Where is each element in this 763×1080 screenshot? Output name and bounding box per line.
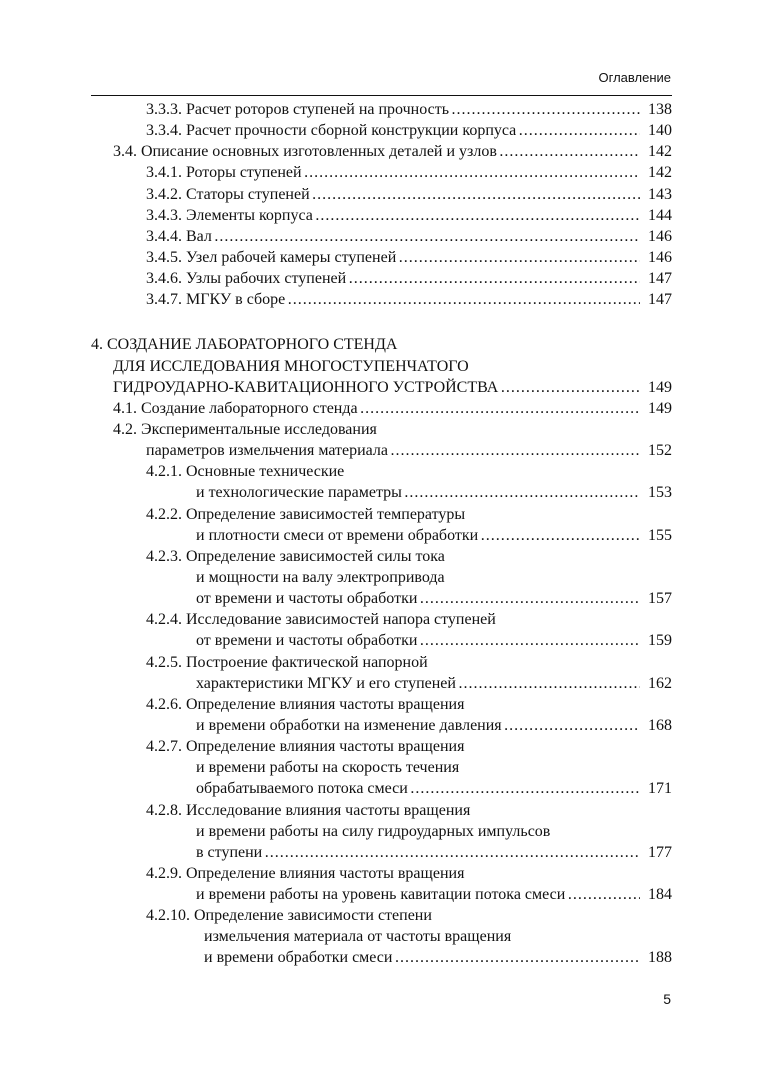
- toc-entry-title: 4.2.6. Определение влияния частоты вращения: [146, 695, 465, 713]
- toc-entry-page: 177: [645, 842, 672, 863]
- toc-entry-page: 143: [645, 184, 672, 205]
- toc-entry: [91, 184, 672, 205]
- toc-entry-title: и времени работы на скорость течения: [196, 759, 460, 777]
- toc-entry: [91, 757, 672, 778]
- toc-entry-page: 149: [645, 398, 672, 419]
- toc-entry-page: 146: [645, 247, 672, 268]
- toc-entry-title: 3.4.2. Статоры ступеней . . .: [91, 184, 640, 205]
- toc-entry-title: 4.2.2. Определение зависимостей температуры: [146, 505, 466, 523]
- toc-entry-page: 146: [645, 226, 672, 247]
- toc-entry: [91, 842, 672, 863]
- toc-entry-page: 171: [645, 778, 672, 799]
- toc-entry-page: 184: [645, 884, 672, 905]
- toc-entry-title: и времени работы на силу гидроударных импульсов: [196, 822, 551, 840]
- toc-entry-title: 3.4.4. Вал . . .: [91, 226, 640, 247]
- toc-entry: [91, 926, 672, 947]
- toc-entry: [91, 546, 672, 567]
- toc-entry-title: 4.2.4. Исследование зависимостей напора ступеней: [146, 611, 496, 629]
- toc-entry-page: 149: [645, 377, 672, 398]
- toc-entry-title: и времени работы на уровень кавитации потока смеси . . .: [91, 884, 640, 905]
- toc-entry-title: 4.2.10. Определение зависимости степени: [146, 907, 432, 925]
- toc-entry-page: 155: [645, 525, 672, 546]
- toc-entry: [91, 821, 672, 842]
- toc-entry-title: 4.2.5. Построение фактической напорной: [146, 653, 428, 671]
- toc-entry-title: 4.2.9. Определение влияния частоты вращения: [146, 864, 465, 882]
- toc-entry: [91, 99, 672, 120]
- toc-entry: [91, 289, 672, 310]
- toc-entry-title: 4.2.3. Определение зависимостей силы тока: [146, 547, 445, 565]
- toc-entry-page: 162: [645, 673, 672, 694]
- toc-entry-title: 3.4. Описание основных изготовленных деталей и узлов . . .: [91, 141, 640, 162]
- toc-entry: [91, 736, 672, 757]
- toc-entry-page: 138: [645, 99, 672, 120]
- toc-entry: [91, 398, 672, 419]
- toc-entry: [91, 673, 672, 694]
- toc-entry: [91, 461, 672, 482]
- toc-entry-title: параметров измельчения материала . . .: [91, 440, 640, 461]
- toc-entry: [91, 419, 672, 440]
- toc-entry: [91, 205, 672, 226]
- toc-entry-title: и мощности на валу электропривода: [196, 568, 445, 586]
- toc-entry: [91, 377, 672, 398]
- toc-entry-title: 4.2.8. Исследование влияния частоты вращения: [146, 801, 471, 819]
- toc-entry: [91, 567, 672, 588]
- toc-entry: [91, 334, 672, 355]
- toc-entry: [91, 800, 672, 821]
- toc-entry: [91, 162, 672, 183]
- toc-entry: [91, 630, 672, 651]
- toc-entry-title: 3.4.1. Роторы ступеней . . .: [91, 162, 640, 183]
- toc-entry-title: 4.2.1. Основные технические: [146, 463, 345, 481]
- toc-entry: [91, 141, 672, 162]
- toc-entry-title: 3.3.4. Расчет прочности сборной конструкции корпуса . . .: [91, 120, 640, 141]
- toc-entry: [91, 884, 672, 905]
- table-of-contents: [91, 99, 672, 969]
- toc-entry-title: и времени обработки на изменение давления . . .: [91, 715, 640, 736]
- toc-entry-title: 4.2.7. Определение влияния частоты вращения: [146, 738, 465, 756]
- toc-entry: [91, 268, 672, 289]
- toc-entry-page: 147: [645, 268, 672, 289]
- toc-entry: [91, 652, 672, 673]
- toc-entry: [91, 226, 672, 247]
- toc-entry: [91, 440, 672, 461]
- toc-entry-title: характеристики МГКУ и его ступеней . . .: [91, 673, 640, 694]
- toc-entry: [91, 609, 672, 630]
- toc-entry-title: 3.4.5. Узел рабочей камеры ступеней . . .: [91, 247, 640, 268]
- toc-entry: [91, 715, 672, 736]
- toc-entry-title: 3.3.3. Расчет роторов ступеней на прочность . . .: [91, 99, 640, 120]
- toc-entry: [91, 356, 672, 377]
- toc-entry-page: 144: [645, 205, 672, 226]
- toc-entry-title: и плотности смеси от времени обработки . . .: [91, 525, 640, 546]
- toc-entry-title: 4.1. Создание лабораторного стенда . . .: [91, 398, 640, 419]
- toc-entry-title: ДЛЯ ИССЛЕДОВАНИЯ МНОГОСТУПЕНЧАТОГО: [113, 357, 469, 375]
- toc-entry-title: в ступени . . .: [91, 842, 640, 863]
- toc-entry: [91, 247, 672, 268]
- toc-entry-page: 140: [645, 120, 672, 141]
- toc-entry-title: измельчения материала от частоты вращения: [204, 928, 512, 946]
- toc-entry-title: 4. СОЗДАНИЕ ЛАБОРАТОРНОГО СТЕНДА: [91, 336, 398, 354]
- toc-entry-page: 188: [645, 947, 672, 968]
- toc-entry-page: 153: [645, 482, 672, 503]
- toc-entry: [91, 120, 672, 141]
- toc-entry-title: от времени и частоты обработки . . .: [91, 630, 640, 651]
- toc-entry-page: 157: [645, 588, 672, 609]
- toc-entry: [91, 482, 672, 503]
- toc-entry: [91, 778, 672, 799]
- toc-entry: [91, 588, 672, 609]
- header-rule: [91, 95, 672, 96]
- toc-entry: [91, 905, 672, 926]
- toc-entry-title: 3.4.6. Узлы рабочих ступеней . . .: [91, 268, 640, 289]
- toc-entry-title: 4.2. Экспериментальные исследования: [113, 420, 377, 438]
- toc-entry-title: и технологические параметры . . .: [91, 482, 640, 503]
- toc-entry-title: и времени обработки смеси . . .: [91, 947, 640, 968]
- toc-entry-page: 147: [645, 289, 672, 310]
- toc-entry-page: 168: [645, 715, 672, 736]
- toc-entry-title: от времени и частоты обработки . . .: [91, 588, 640, 609]
- toc-entry-title: обрабатываемого потока смеси . . .: [91, 778, 640, 799]
- page-number: 5: [663, 991, 671, 1007]
- toc-entry: [91, 863, 672, 884]
- toc-entry: [91, 504, 672, 525]
- toc-entry: [91, 525, 672, 546]
- toc-entry-page: 142: [645, 141, 672, 162]
- toc-entry-title: ГИДРОУДАРНО-КАВИТАЦИОННОГО УСТРОЙСТВА . . .: [91, 377, 640, 398]
- toc-entry-page: 152: [645, 440, 672, 461]
- running-header-title: Оглавление: [598, 70, 671, 85]
- toc-entry: [91, 947, 672, 968]
- toc-entry-title: 3.4.3. Элементы корпуса . . .: [91, 205, 640, 226]
- toc-entry-page: 159: [645, 630, 672, 651]
- toc-entry-title: 3.4.7. МГКУ в сборе . . .: [91, 289, 640, 310]
- toc-entry: [91, 694, 672, 715]
- toc-entry-page: 142: [645, 162, 672, 183]
